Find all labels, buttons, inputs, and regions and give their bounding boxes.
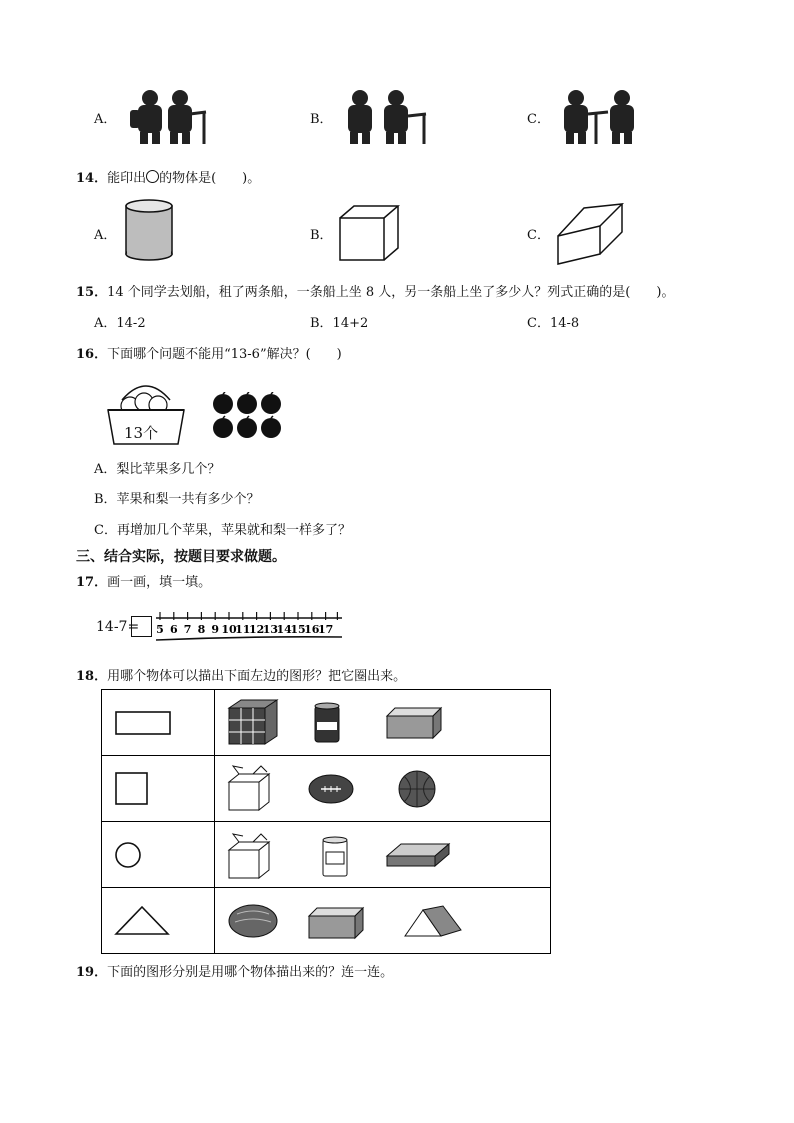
shape-object-table	[101, 689, 551, 954]
number-ruler	[154, 610, 344, 644]
cola-can-icon	[315, 703, 339, 742]
q14-text-post: 的物体是( )。	[159, 171, 261, 186]
q15-question	[76, 281, 674, 300]
elderly-couple-icon	[340, 88, 432, 144]
football-icon	[309, 775, 353, 803]
rubiks-cube-icon	[229, 700, 277, 744]
q13-option-a-image	[124, 88, 216, 144]
book-icon	[387, 844, 449, 866]
cylinder-icon	[124, 198, 174, 262]
objects-cell	[215, 690, 551, 756]
q14-option-c-label: C．	[527, 228, 550, 243]
q16-option-b: B．苹果和梨一共有多少个？	[94, 492, 260, 507]
q14-text-pre: 能印出	[107, 171, 147, 186]
q13-option-a-label: A．	[94, 112, 117, 127]
q16-text: 下面哪个问题不能用“13-6”解决？( )	[107, 347, 342, 362]
ruler-tick-label: 11	[235, 623, 251, 636]
q17-text: 画一画，填一填。	[107, 575, 212, 590]
triangle-shape-icon	[102, 888, 214, 953]
ruler-tick-label: 6	[169, 623, 178, 636]
table-row	[102, 822, 551, 888]
ruler-tick-label: 9	[211, 623, 220, 636]
q16-option-a: A．梨比苹果多几个？	[94, 462, 221, 477]
q14-option-b-label: B．	[310, 228, 333, 243]
q14-option-a-label: A．	[94, 228, 117, 243]
apple-icon-group	[212, 392, 284, 440]
table-row	[102, 690, 551, 756]
cube-icon	[338, 204, 400, 262]
elderly-couple-icon	[124, 88, 216, 144]
q14-option-a-image	[124, 198, 174, 262]
objects-cell	[215, 822, 551, 888]
answer-box[interactable]	[131, 616, 152, 637]
q14-number: 14．	[76, 171, 108, 186]
triangular-prism-icon	[405, 906, 461, 936]
ruler-tick-label: 12	[248, 623, 265, 636]
q15-option-c: C．14-8	[527, 316, 580, 331]
table-row	[102, 888, 551, 954]
cuboid-icon	[556, 202, 626, 266]
objects-cell	[215, 888, 551, 954]
shape-cell	[102, 888, 215, 954]
q17-number: 17．	[76, 575, 108, 590]
q17-equation: 14-7=	[96, 619, 140, 635]
q19-text: 下面的图形分别是用哪个物体描出来的？连一连。	[107, 965, 394, 980]
rectangle-shape-icon	[102, 690, 214, 755]
shape-cell	[102, 822, 215, 888]
objects-cell	[215, 756, 551, 822]
q14-question	[76, 167, 260, 186]
ruler-tick-label: 13	[262, 623, 279, 636]
q13-option-c-image	[556, 88, 648, 144]
pear-basket	[104, 378, 188, 446]
q14-option-c-image	[556, 202, 626, 266]
tissue-box-icon	[309, 908, 363, 938]
square-shape-icon	[102, 756, 214, 821]
ruler-tick-label: 7	[183, 623, 192, 636]
ruler-tick-label: 8	[197, 623, 206, 636]
ruler-tick-label: 14	[276, 623, 292, 636]
q16-option-c: C．再增加几个苹果，苹果就和梨一样多了？	[94, 523, 351, 538]
gift-box-icon	[229, 834, 269, 878]
shape-cell	[102, 756, 215, 822]
q13-option-b-label: B．	[310, 112, 333, 127]
q15-text: 14 个同学去划船，租了两条船，一条船上坐 8 人，另一条船上坐了多少人？列式正确的是( )。	[107, 285, 675, 300]
circle-shape-icon	[102, 822, 214, 887]
ruler-tick-label: 5	[156, 623, 164, 636]
q18-text: 用哪个物体可以描出下面左边的图形？把它圈出来。	[107, 669, 407, 684]
elderly-couple-icon	[556, 88, 648, 144]
q16-number: 16．	[76, 347, 108, 362]
q14-option-b-image	[338, 204, 400, 262]
ruler-tick-label: 17	[317, 623, 334, 636]
milk-can-icon	[323, 837, 347, 876]
q19-number: 19．	[76, 965, 108, 980]
ruler-tick-label: 16	[304, 623, 320, 636]
q13-option-b-image	[340, 88, 432, 144]
q15-option-a: A．14-2	[94, 316, 146, 331]
apples-group	[212, 392, 284, 440]
q19-question	[76, 961, 393, 980]
ruler-tick-label: 15	[290, 623, 306, 636]
section-title: 三、结合实际，按题目要求做题。	[76, 549, 286, 565]
circle-shape-icon	[146, 170, 159, 183]
table-row	[102, 756, 551, 822]
bread-icon	[229, 905, 277, 937]
basketball-icon	[399, 771, 435, 807]
q16-question	[76, 343, 342, 362]
ruler-tick-label: 10	[221, 623, 237, 636]
tissue-box-icon	[387, 708, 441, 738]
q17-question	[76, 571, 211, 590]
shape-cell	[102, 690, 215, 756]
q15-number: 15．	[76, 285, 108, 300]
q18-question	[76, 665, 406, 684]
gift-box-icon	[229, 766, 269, 810]
q18-number: 18．	[76, 669, 108, 684]
q13-option-c-label: C．	[527, 112, 550, 127]
q15-option-b: B．14+2	[310, 316, 369, 331]
basket-label: 13个	[124, 424, 159, 442]
